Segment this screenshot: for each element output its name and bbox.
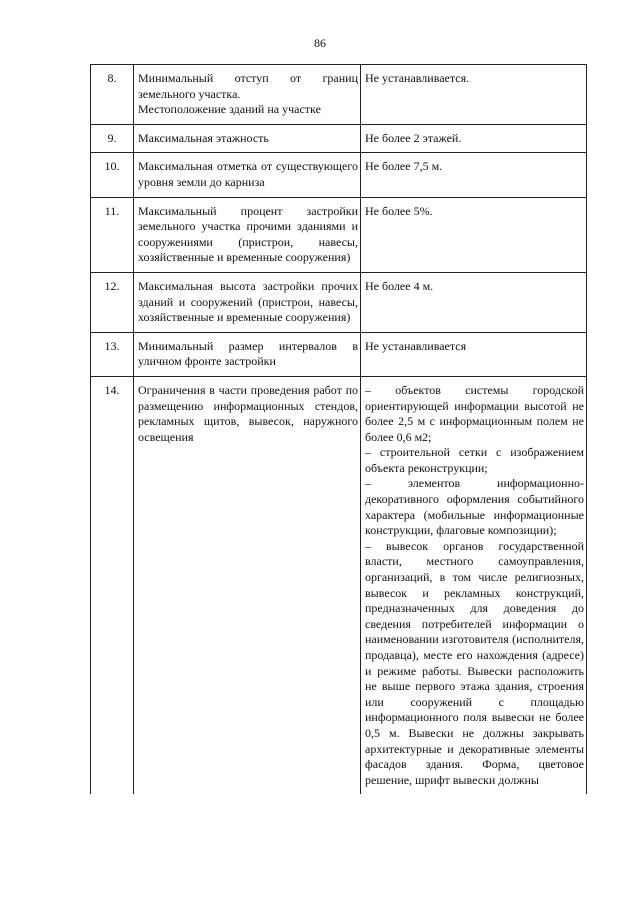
row-number: 9. (91, 124, 134, 153)
value-text: Не более 2 этажей. (365, 130, 462, 145)
value-text: Не более 5%. (365, 203, 433, 218)
parameter-text: Местоположение зданий на участке (138, 102, 321, 117)
value-cell (361, 376, 587, 794)
table-row (91, 153, 587, 197)
value-cell (361, 332, 587, 376)
value-text: Не устанавливается. (365, 71, 470, 85)
parameter-cell (134, 65, 361, 125)
parameter-text: Максимальный процент застройки земельного участка прочими зданиями и сооружениями (пристрои, навесы, хозяйственные и временные сооружения) (138, 203, 358, 265)
value-cell (361, 153, 587, 197)
parameter-cell (134, 153, 361, 197)
row-number: 10. (91, 153, 134, 197)
table-row (91, 332, 587, 376)
parameter-cell (134, 124, 361, 153)
parameter-cell (134, 197, 361, 272)
value-text: Не более 7,5 м. (365, 159, 443, 174)
value-text: Не устанавливается (365, 338, 467, 353)
regulations-table (90, 64, 587, 794)
parameter-text: Ограничения в части проведения работ по размещению информационных стендов, рекламных щитов, вывесок, наружного освещения (138, 382, 358, 444)
row-number: 12. (91, 272, 134, 332)
table-row (91, 197, 587, 272)
parameter-cell (134, 332, 361, 376)
page-number: 86 (314, 36, 326, 50)
value-cell (361, 124, 587, 153)
parameter-text: Минимальный отступ от границ земельного участка. (138, 71, 358, 101)
parameter-text: Минимальный размер интервалов в уличном фронте застройки (138, 338, 358, 369)
row-number: 11. (91, 197, 134, 272)
parameter-text: Максимальная отметка от существующего уровня земли до карниза (138, 159, 358, 189)
table-row (91, 124, 587, 153)
row-number: 8. (91, 65, 134, 125)
value-cell (361, 197, 587, 272)
table-row (91, 376, 587, 794)
row-number: 13. (91, 332, 134, 376)
value-cell (361, 65, 587, 125)
value-text: Не более 4 м. (365, 278, 434, 293)
value-text: – строительной сетки с изображением объекта реконструкции; (365, 445, 584, 475)
value-text: – объектов системы городской ориентирующей информации высотой не более 2,5 м с информационным полем не более 0,6 м2; (365, 382, 584, 444)
value-cell (361, 272, 587, 332)
parameter-text: Максимальная этажность (138, 130, 269, 145)
parameter-cell (134, 376, 361, 794)
parameter-text: Максимальная высота застройки прочих зданий и сооружений (пристрои, навесы, хозяйственные и временные сооружения) (138, 278, 358, 325)
table-row (91, 65, 587, 125)
row-number: 14. (91, 376, 134, 794)
value-text: – элементов информационно-декоративного оформления событийного характера (мобильные информационные конструкции, флаговые композиции); (365, 476, 584, 538)
parameter-cell (134, 272, 361, 332)
table-row (91, 272, 587, 332)
value-text: – вывесок органов государственной власти, местного самоуправления, организаций, в том числе религиозных, вывесок и рекламных конструкций, предназначенных для доведения до сведения потребителей информации о наименовании изготовителя (исполнителя, продавца), месте его нахождения (адресе) и режиме работы. Вывески расположить не выше первого этажа здания, строения или сооружений с площадью информационного поля вывески не более 0,5 м. Вывески не должны закрывать архитектурные и декоративные элементы фасадов здания. Форма, цветовое решение, шрифт вывески должны (365, 538, 584, 787)
